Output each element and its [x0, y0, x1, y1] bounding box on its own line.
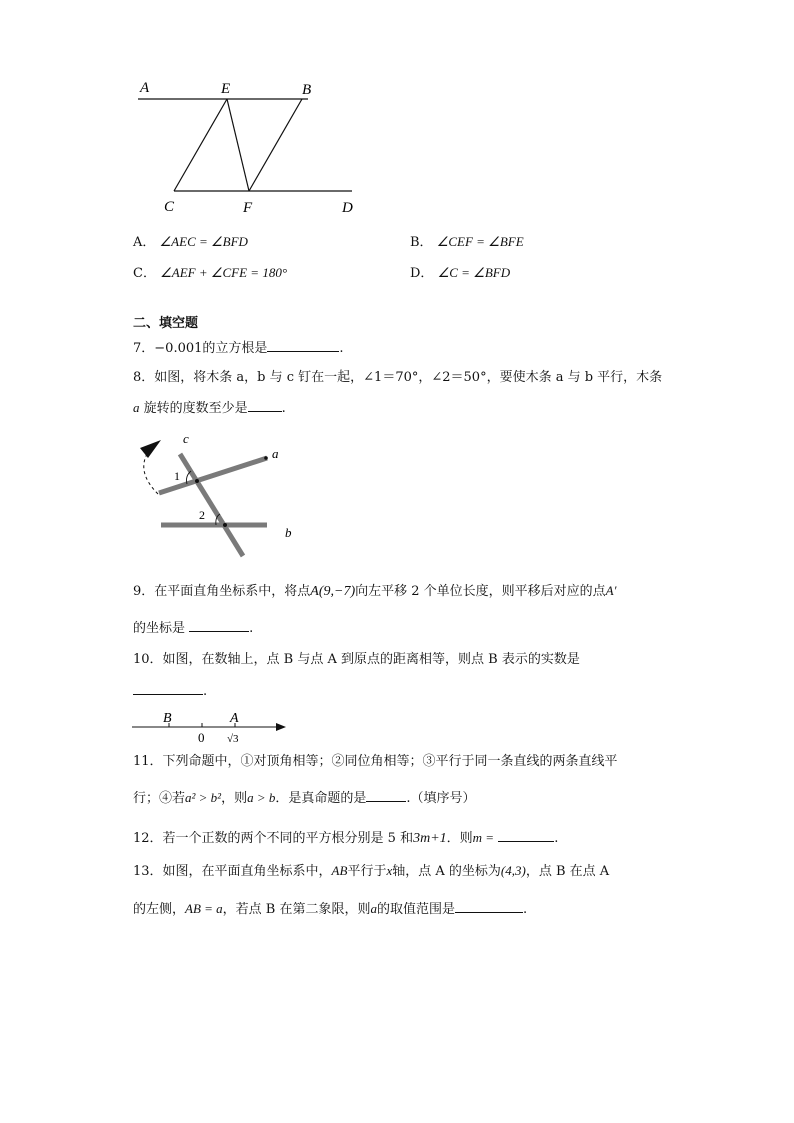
q13-a: a	[370, 901, 377, 916]
q13-ab: AB	[331, 863, 348, 878]
label-a: a	[272, 446, 279, 461]
q11-tail: .（填序号）	[406, 791, 476, 806]
q12-expr: 3m+1	[413, 831, 447, 846]
sticks-figure	[125, 428, 310, 563]
q13-answer-blank[interactable]	[455, 900, 523, 913]
label-2: 2	[199, 508, 205, 522]
label-c: C	[164, 199, 175, 215]
question-13-line1	[133, 862, 609, 881]
q13-text-pre2: 的左侧，	[133, 902, 186, 917]
option-letter: A．	[133, 235, 156, 250]
option-expr: ∠CEF = ∠BFE	[436, 234, 524, 249]
q13-text-mid2: ，若点 B 在第二象限，则	[222, 902, 371, 917]
q10-answer-blank[interactable]	[133, 682, 203, 695]
option-a[interactable]	[133, 233, 248, 252]
question-10-line2	[133, 682, 207, 701]
q9-prime: A′	[605, 583, 617, 598]
q9-point: A(9,−7)	[310, 584, 356, 599]
option-d[interactable]	[410, 264, 510, 283]
q11-condition: a² > b²	[185, 790, 222, 805]
q13-x: x	[386, 863, 393, 878]
q9-end: .	[249, 621, 254, 636]
label-b: b	[285, 525, 292, 540]
q8-end: .	[281, 401, 286, 416]
q12-text-pre: 12．若一个正数的两个不同的平方根分别是 5 和	[133, 831, 414, 846]
line-ec	[174, 99, 227, 191]
section-title: 二、填空题	[133, 316, 199, 331]
q9-text-pre: 9．在平面直角坐标系中，将点	[133, 584, 311, 599]
label-b: B	[163, 711, 172, 726]
q7-end: .	[339, 341, 344, 356]
q7-expr: −0.001	[154, 341, 203, 356]
q11-text-pre: 行；④若	[133, 791, 186, 806]
q13-coord: (4,3)	[500, 863, 526, 878]
q13-text-post2: 的取值范围是	[377, 902, 456, 917]
option-expr: ∠C = ∠BFD	[437, 265, 511, 280]
q13-text-pre: 13．如图，在平面直角坐标系中，	[133, 864, 332, 879]
question-8-line1: 8．如图，将木条 a，b 与 c 钉在一起，∠1＝70°，∠2＝50°，要使木条 a 与 b 平行，木条	[133, 370, 663, 385]
q10-end: .	[203, 684, 208, 699]
option-expr: ∠AEF + ∠CFE = 180°	[160, 265, 288, 280]
q13-end: .	[523, 902, 528, 917]
q11-answer-blank[interactable]	[366, 789, 406, 802]
q11-text-post: ．是真命题的是	[275, 791, 367, 806]
parallelogram-figure	[130, 72, 370, 222]
option-expr: ∠AEC = ∠BFD	[159, 234, 248, 249]
q8-text: 旋转的度数至少是	[139, 401, 248, 416]
label-sqrt3: √3	[227, 733, 239, 745]
q12-text-mid: ．则	[446, 831, 473, 846]
nail-1	[195, 479, 199, 483]
q13-text-tail: ，点 B 在点 A	[525, 864, 610, 879]
question-12	[133, 829, 558, 848]
q9-text-line2: 的坐标是	[133, 621, 186, 636]
label-c: c	[183, 431, 189, 446]
question-8-line2	[133, 399, 286, 418]
label-b: B	[302, 82, 312, 98]
stick-end	[264, 456, 268, 460]
question-11-line1: 11．下列命题中，①对顶角相等；②同位角相等；③平行于同一条直线的两条直线平	[133, 754, 618, 769]
label-1: 1	[174, 469, 180, 483]
question-7	[133, 339, 344, 358]
question-9-line1	[133, 582, 616, 601]
label-f: F	[243, 200, 253, 216]
option-letter: C．	[133, 266, 156, 281]
q7-answer-blank[interactable]	[267, 339, 339, 352]
q12-m: m =	[472, 830, 495, 845]
label-zero: 0	[198, 730, 205, 745]
q13-text-mid: 平行于	[347, 864, 387, 879]
q11-text-mid: ，则	[221, 791, 248, 806]
label-a: A	[140, 80, 150, 96]
option-letter: D．	[410, 266, 434, 281]
q11-conclusion: a > b	[247, 790, 276, 805]
label-d: D	[342, 200, 353, 216]
q8-answer-blank[interactable]	[248, 399, 282, 412]
q13-abeq: AB = a	[185, 901, 223, 916]
question-10-line1: 10．如图，在数轴上，点 B 与点 A 到原点的距离相等，则点 B 表示的实数是	[133, 652, 580, 667]
q9-text-post: 向左平移 2 个单位长度，则平移后对应的点	[355, 584, 606, 599]
q12-answer-blank[interactable]	[498, 829, 554, 842]
number-line	[130, 706, 295, 746]
label-e: E	[221, 81, 231, 97]
arrow-head-icon	[140, 440, 161, 458]
label-a: A	[230, 711, 239, 726]
q8-var-a: a	[133, 400, 140, 415]
question-11-line2	[133, 789, 476, 808]
option-c[interactable]	[133, 264, 287, 283]
axis-arrow-icon	[276, 723, 286, 731]
line-bf	[249, 99, 302, 191]
option-letter: B．	[410, 235, 433, 250]
question-13-line2	[133, 900, 527, 919]
nail-2	[223, 523, 227, 527]
q12-end: .	[554, 831, 559, 846]
question-9-line2	[133, 619, 253, 638]
line-ef	[227, 99, 249, 191]
q13-text-post: 轴，点 A 的坐标为	[392, 864, 501, 879]
q7-text: 的立方根是	[202, 341, 268, 356]
q9-answer-blank[interactable]	[189, 619, 249, 632]
option-b[interactable]	[410, 233, 524, 252]
q7-number: 7．	[133, 341, 155, 356]
rotation-arrow	[144, 454, 158, 494]
